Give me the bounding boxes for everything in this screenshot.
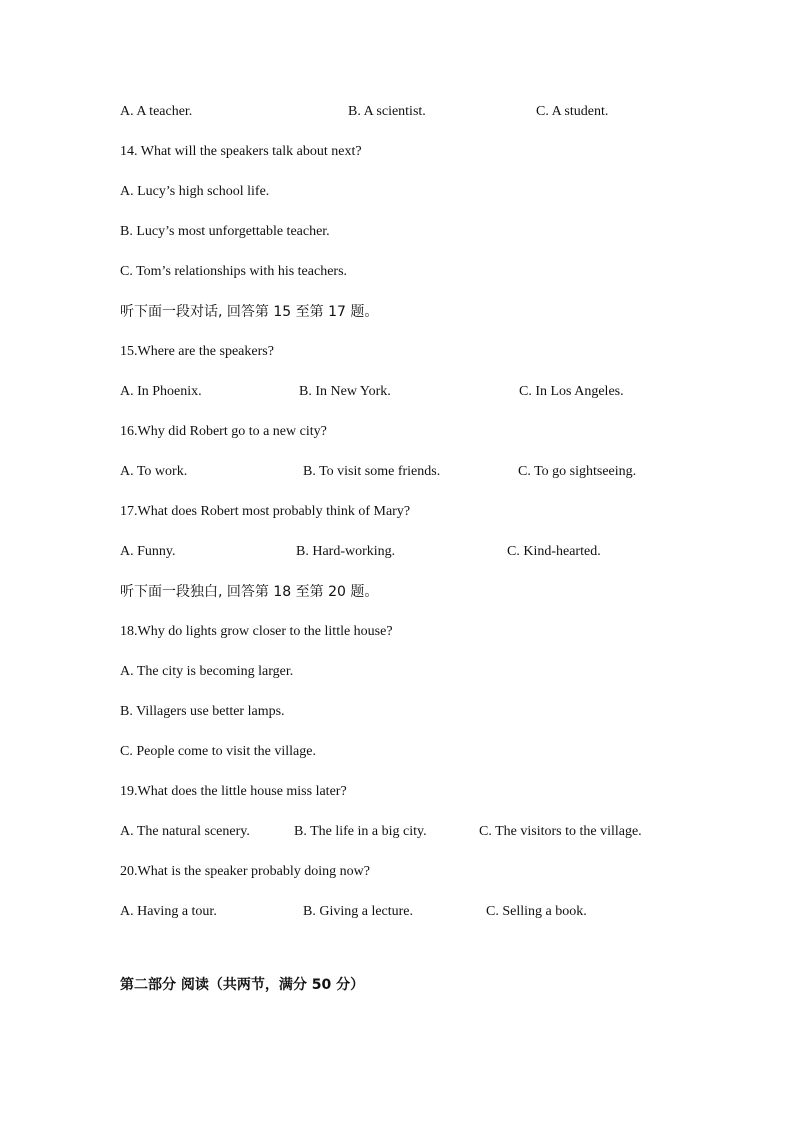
- q16-option-c: C. To go sightseeing.: [518, 464, 637, 479]
- q17-option-c: C. Kind-hearted.: [507, 544, 601, 559]
- q16-question: 16.Why did Robert go to a new city?: [120, 424, 327, 439]
- q13-option-b: B. A scientist.: [348, 104, 426, 119]
- q14-option-c: C. Tom’s relationships with his teachers.: [120, 264, 348, 279]
- q15-question: 15.Where are the speakers?: [120, 344, 274, 359]
- q17-question: 17.What does Robert most probably think of Mary?: [120, 504, 411, 519]
- q20-option-c: C. Selling a book.: [486, 904, 587, 919]
- q18-option-a: A. The city is becoming larger.: [120, 664, 294, 679]
- q18-question: 18.Why do lights grow closer to the little house?: [120, 624, 393, 639]
- q20-option-a: A. Having a tour.: [120, 904, 217, 919]
- q13-option-c: C. A student.: [536, 104, 609, 119]
- q15-option-b: B. In New York.: [299, 384, 391, 399]
- q18-option-c: C. People come to visit the village.: [120, 744, 316, 759]
- q19-option-a: A. The natural scenery.: [120, 824, 250, 839]
- q14-option-b: B. Lucy’s most unforgettable teacher.: [120, 224, 330, 239]
- q18-option-b: B. Villagers use better lamps.: [120, 704, 285, 719]
- q14-option-a: A. Lucy’s high school life.: [120, 184, 270, 199]
- q20-question: 20.What is the speaker probably doing now?: [120, 864, 370, 879]
- part2-heading: 第二部分 阅读（共两节，满分 50 分）: [120, 977, 365, 993]
- q16-option-b: B. To visit some friends.: [303, 464, 441, 479]
- q15-option-a: A. In Phoenix.: [120, 384, 202, 399]
- q19-option-b: B. The life in a big city.: [294, 824, 427, 839]
- q13-option-a: A. A teacher.: [120, 104, 193, 119]
- q15-option-c: C. In Los Angeles.: [519, 384, 624, 399]
- q14-question: 14. What will the speakers talk about next?: [120, 144, 362, 159]
- q17-option-b: B. Hard-working.: [296, 544, 396, 559]
- q19-question: 19.What does the little house miss later?: [120, 784, 347, 799]
- q17-option-a: A. Funny.: [120, 544, 176, 559]
- section-instruction-15-17: 听下面一段对话, 回答第 15 至第 17 题。: [120, 304, 379, 320]
- q19-option-c: C. The visitors to the village.: [479, 824, 642, 839]
- section-instruction-18-20: 听下面一段独白, 回答第 18 至第 20 题。: [120, 584, 379, 600]
- q16-option-a: A. To work.: [120, 464, 188, 479]
- q20-option-b: B. Giving a lecture.: [303, 904, 414, 919]
